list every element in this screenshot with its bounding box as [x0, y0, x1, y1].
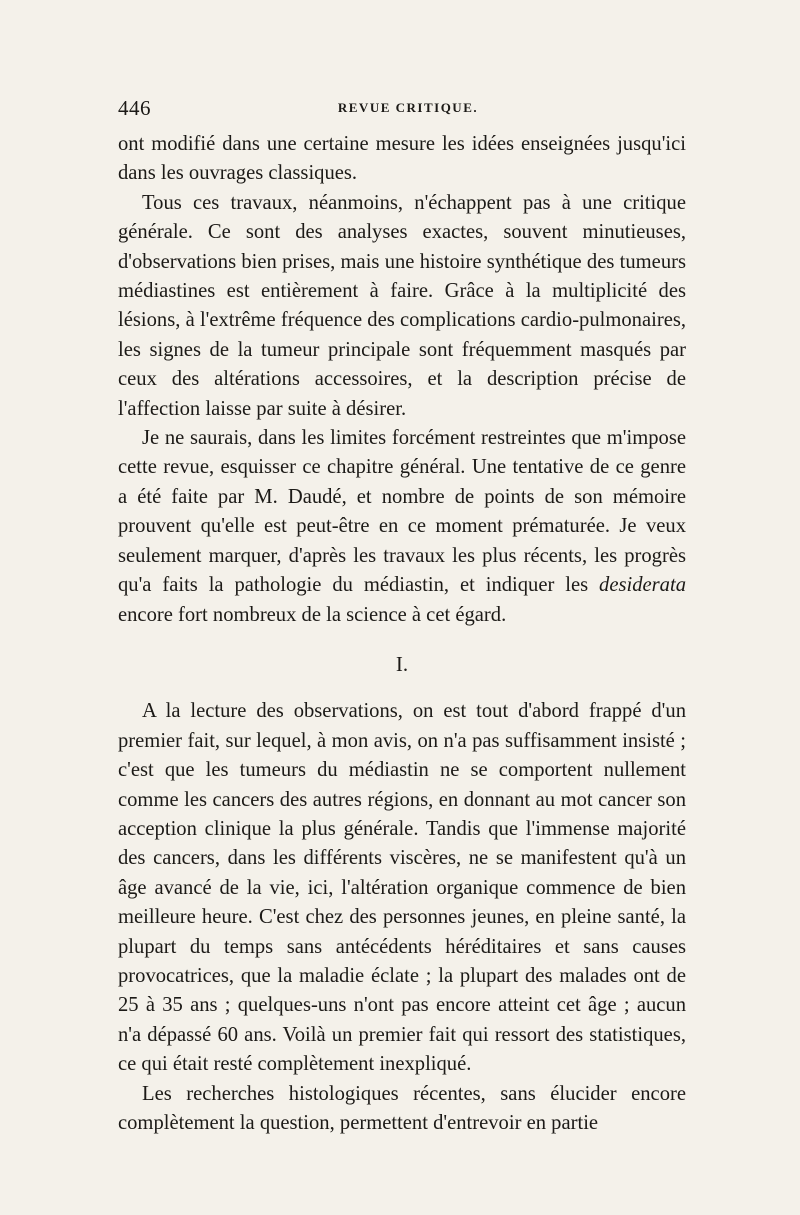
paragraph-text: encore fort nombreux de la science à cet égard. — [118, 603, 507, 626]
page-number: 446 — [118, 96, 151, 120]
running-title: REVUE CRITIQUE. — [337, 100, 479, 115]
paragraph: Les recherches histologiques récentes, sans élucider encore complètement la question, permettent d'entrevoir en partie — [118, 1082, 686, 1134]
paragraph-continued: ont modifié dans une certaine mesure les idées enseignées jusqu'ici dans les ouvrages classiques. — [118, 133, 686, 185]
running-head — [118, 96, 698, 126]
paragraph-text: Je ne saurais, dans les limites forcément restreintes que m'impose cette revue, esquisser ce chapitre général. Une tentative de ce genre a été faite par M. Daudé, et nombre de points de son mémoire prouvent qu'elle est peut-être en ce moment prématurée. Je veux seulement marquer, d'après les travaux les plus récents, les progrès qu'a faits la pathologie du médiastin, et indiquer les — [118, 427, 686, 597]
body-text — [118, 130, 686, 1138]
paragraph: Tous ces travaux, néanmoins, n'échappent pas à une critique générale. Ce sont des analyses exactes, souvent minutieuses, d'observations bien prises, mais une histoire synthétique des tumeurs médiastines est entièrement à faire. Grâce à la multiplicité des lésions, à l'extrême fréquence des complications cardio-pulmonaires, les signes de la tumeur principale sont fréquemment masqués par ceux des altérations accessoires, et la description précise de l'affection laisse par suite à désirer. — [118, 191, 686, 420]
italic-term: desiderata — [599, 574, 686, 597]
section-heading: I. — [395, 651, 409, 676]
paragraph — [118, 424, 686, 630]
paragraph: A la lecture des observations, on est tout d'abord frappé d'un premier fait, sur lequel, à mon avis, on n'a pas suffisamment insisté ; c'est que les tumeurs du médiastin ne se comportent nullement comme les cancers des autres régions, en donnant au mot cancer son acception clinique la plus générale. Tandis que l'immense majorité des cancers, dans les différents viscères, ne se manifestent qu'à un âge avancé de la vie, ici, l'altération organique commence de bien meilleure heure. C'est chez des personnes jeunes, en pleine santé, la plupart du temps sans antécédents héréditaires et sans causes provocatrices, que la maladie éclate ; la plupart des malades ont de 25 à 35 ans ; quelques-uns n'ont pas encore atteint cet âge ; aucun n'a dépassé 60 ans. Voilà un premier fait qui ressort des statistiques, ce qui était resté complètement inexpliqué. — [118, 700, 686, 1076]
